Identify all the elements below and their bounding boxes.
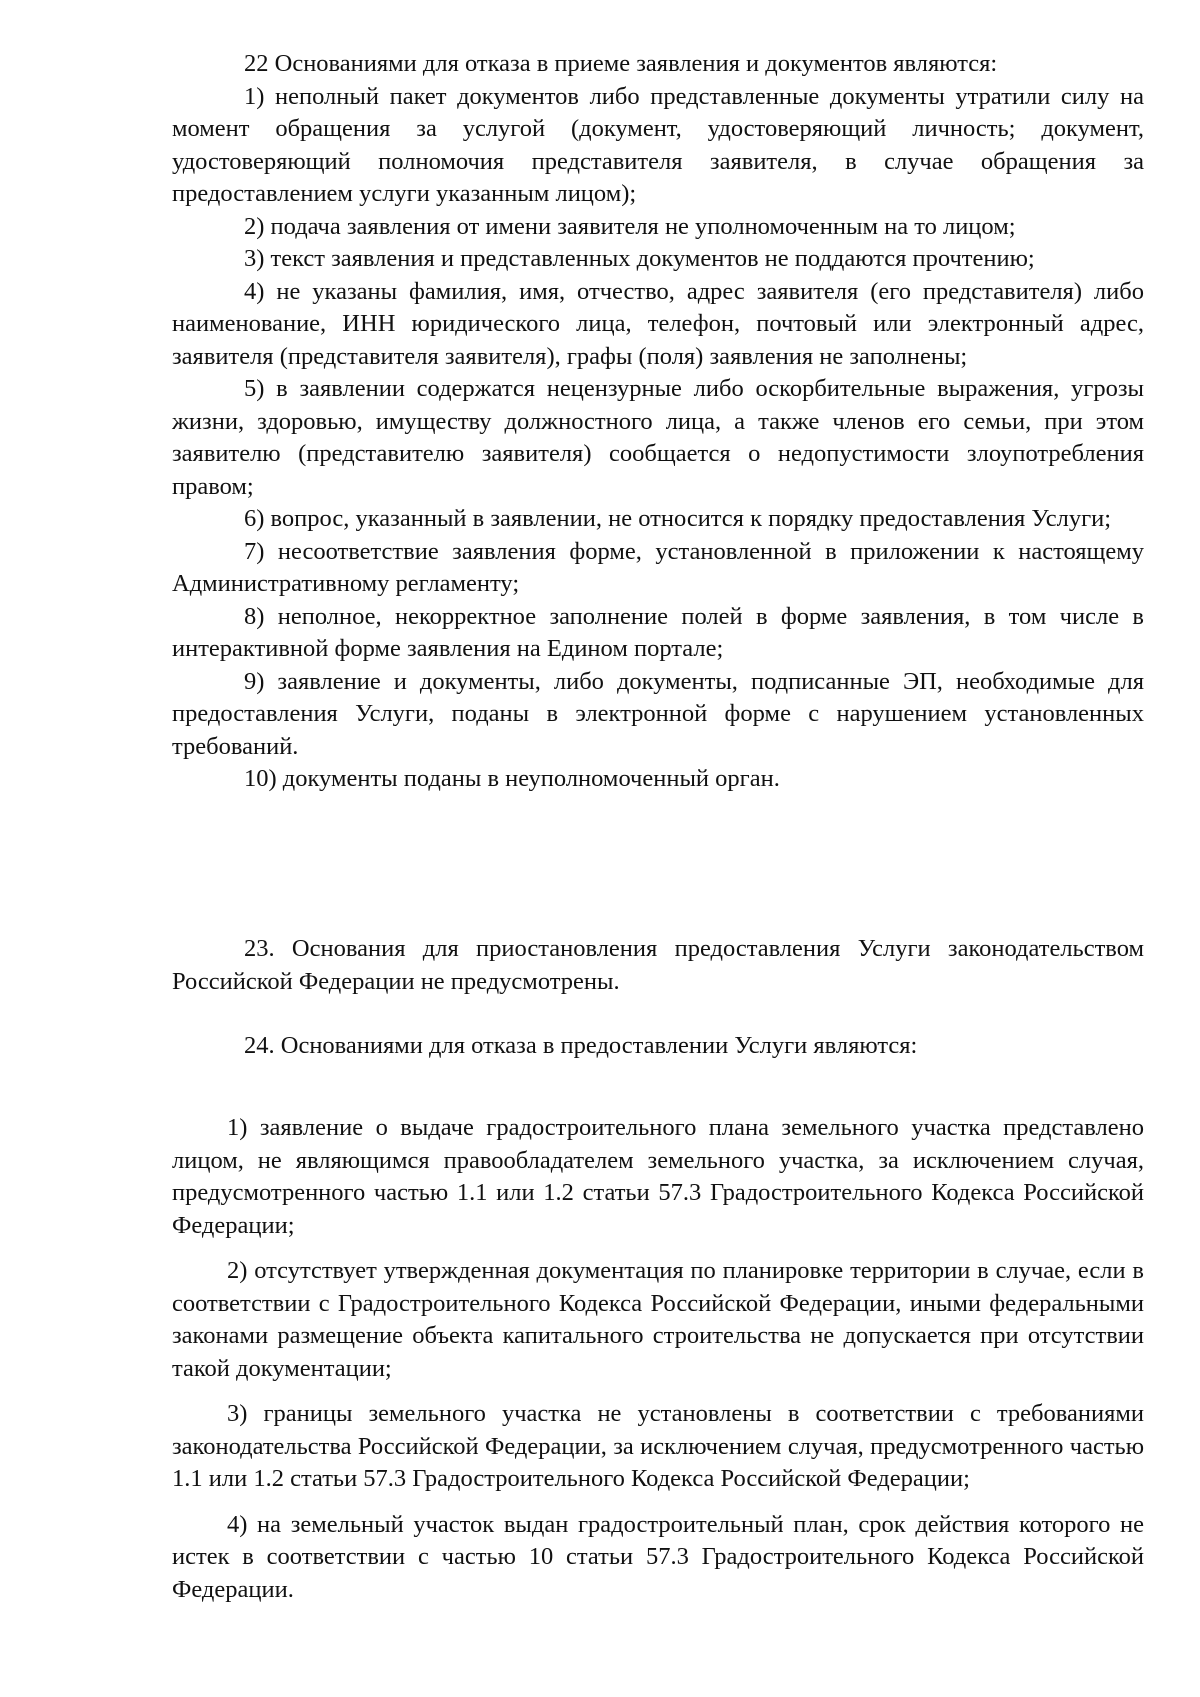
section-22-item-2: 2) подача заявления от имени заявителя не уполномоченным на то лицом; [244, 212, 1016, 240]
section-22-item-3: 3) текст заявления и представленных документов не поддаются прочтению; [244, 245, 1035, 272]
section-23-text: 23. Основания для приостановления предоставления Услуги законодательством Российской Федерации не предусмотрены. [172, 935, 1144, 995]
section-22-item-10: 10) документы поданы в неуполномоченный орган. [244, 765, 780, 792]
section-22-item-8: 8) неполное, некорректное заполнение полей в форме заявления, в том числе в интерактивной форме заявления на Едином портале; [172, 602, 1144, 662]
section-24-item-4: 4) на земельный участок выдан градостроительный план, срок действия которого не истек в соответствии с частью 10 статьи 57.3 Градостроительного Кодекса Российской Федерации. [172, 1510, 1144, 1603]
section-22-item-5: 5) в заявлении содержатся нецензурные либо оскорбительные выражения, угрозы жизни, здоровью, имуществу должностного лица, а также членов его семьи, при этом заявителю (представителю заявителя) сообщается о недопустимости злоупотребления правом; [172, 375, 1144, 500]
section-24-item-3: 3) границы земельного участка не установлены в соответствии с требованиями законодательства Российской Федерации, за исключением случая, предусмотренного частью 1.1 или 1.2 статьи 57.3 Градостроительного Кодекса Российской Федерации; [172, 1400, 1144, 1492]
section-23 [172, 933, 1144, 998]
section-22-item-9: 9) заявление и документы, либо документы, подписанные ЭП, необходимые для предоставления Услуги, поданы в электронной форме с нарушением установленных требований. [172, 667, 1144, 760]
section-22 [172, 48, 1144, 796]
section-24-item-2: 2) отсутствует утвержденная документация по планировке территории в случае, если в соответствии с Градостроительного Кодекса Российской Федерации, иными федеральными законами размещение объекта капитального строительства не допускается при отсутствии такой документации; [172, 1257, 1144, 1382]
section-22-item-1: 1) неполный пакет документов либо представленные документы утратили силу на момент обращения за услугой (документ, удостоверяющий личность; документ, удостоверяющий полномочия представителя заявителя, в случае обращения за предоставлением услуги указанным лицом); [172, 82, 1144, 207]
section-22-heading: 22 Основаниями для отказа в приеме заявления и документов являются: [244, 50, 998, 77]
section-24 [172, 1030, 1144, 1063]
section-22-item-7: 7) несоответствие заявления форме, установленной в приложении к настоящему Административному регламенту; [172, 537, 1144, 597]
section-22-item-4: 4) не указаны фамилия, имя, отчество, адрес заявителя (его представителя) либо наименование, ИНН юридического лица, телефон, почтовый или электронный адрес, заявителя (представителя заявителя), графы (поля) заявления не заполнены; [172, 277, 1144, 370]
section-22-item-6: 6) вопрос, указанный в заявлении, не относится к порядку предоставления Услуги; [244, 505, 1112, 532]
section-24-list [172, 1112, 1144, 1606]
section-24-item-1: 1) заявление о выдаче градостроительного плана земельного участка представлено лицом, не являющимся правообладателем земельного участка, за исключением случая, предусмотренного частью 1.1 или 1.2 статьи 57.3 Градостроительного Кодекса Российской Федерации; [172, 1114, 1144, 1239]
section-24-heading: 24. Основаниями для отказа в предоставлении Услуги являются: [244, 1032, 918, 1059]
